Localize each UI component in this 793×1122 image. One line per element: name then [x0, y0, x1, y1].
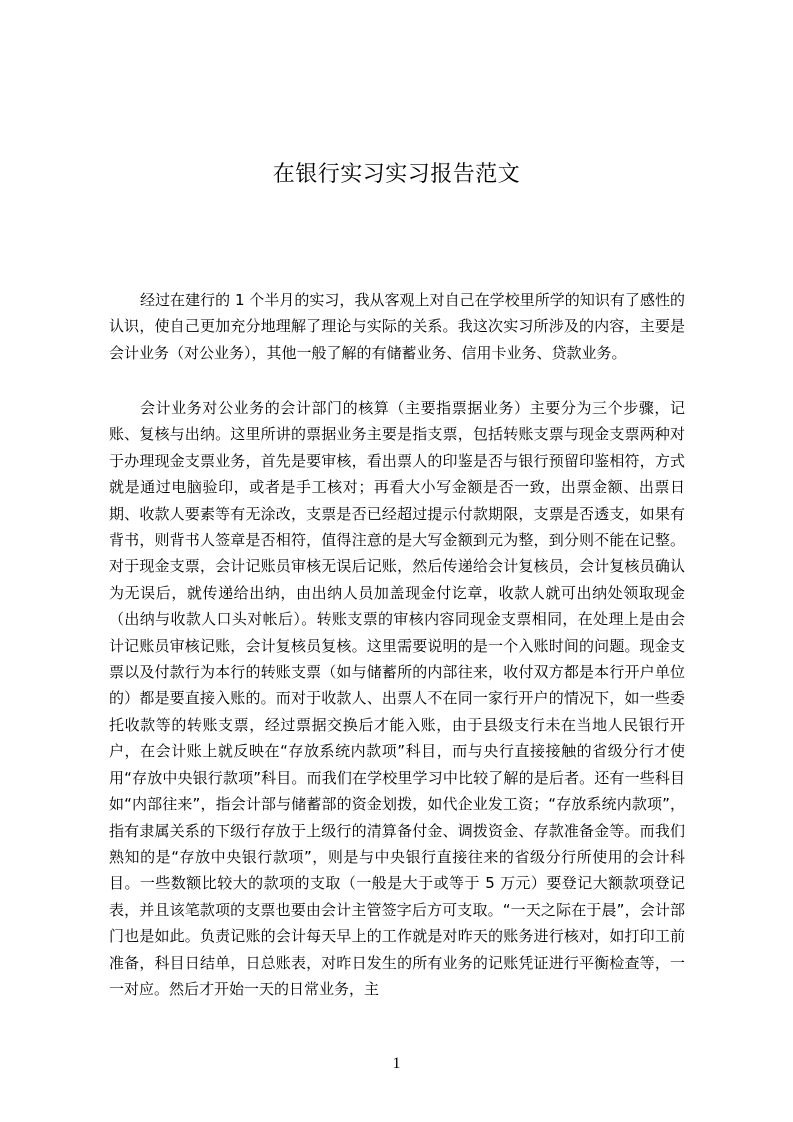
paragraph-accounting-business: 会计业务对公业务的会计部门的核算（主要指票据业务）主要分为三个步骤，记账、复核与出纳。这里所讲的票据业务主要是指支票，包括转账支票与现金支票两种对于办理现金支票业务，首先是要审核，看出票人的印鉴是否与银行预留印鉴相符，方式就是通过电脑验印，或者是手工核对；再看大小写金额是否一致，出票金额、出票日期、收款人要素等有无涂改，支票是否已经超过提示付款期限，支票是否透支，如果有背书，则背书人签章是否相符，值得注意的是大写金额到元为整，到分则不能在记整。对于现金支票，会计记账员审核无误后记账，然后传递给会计复核员，会计复核员确认为无误后，就传递给出纳，由出纳人员加盖现金付讫章，收款人就可出纳处领取现金（出纳与收款人口头对帐后）。转账支票的审核内容同现金支票相同，在处理上是由会计记账员审核记账，会计复核员复核。这里需要说明的是一个入账时间的问题。现金支票以及付款行为本行的转账支票（如与储蓄所的内部往来，收付双方都是本行开户单位的）都是要直接入账的。而对于收款人、出票人不在同一家行开户的情况下，如一些委托收款等的转账支票，经过票据交换后才能入账，由于县级支行未在当地人民银行开户，在会计账上就反映在“存放系统内款项”科目，而与央行直接接触的省级分行才使用“存放中央银行款项”科目。而我们在学校里学习中比较了解的是后者。还有一些科目如“内部往来”，指会计部与储蓄部的资金划拨，如代企业发工资；“存放系统内款项”，指有隶属关系的下级行存放于上级行的清算备付金、调拨资金、存款准备金等。而我们熟知的是“存放中央银行款项”，则是与中央银行直接往来的省级分行所使用的会计科目。一些数额比较大的款项的支取（一般是大于或等于 5 万元）要登记大额款项登记表，并且该笔款项的支票也要由会计主管签字后方可支取。“一天之际在于晨”，会计部门也是如此。负责记账的会计每天早上的工作就是对昨天的账务进行核对，如打印工前准备，科目日结单，日总账表，对昨日发生的所有业务的记账凭证进行平衡检查等，一一对应。然后才开始一天的日常业务，主: [109, 399, 685, 998]
paragraph-intro: 经过在建行的 1 个半月的实习，我从客观上对自己在学校里所学的知识有了感性的认识，使自己更加充分地理解了理论与实际的关系。我这次实习所涉及的内容，主要是会计业务（对公业务），其他一般了解的有储蓄业务、信用卡业务、贷款业务。: [109, 291, 685, 362]
page-number: 1: [392, 1055, 401, 1072]
document-title: 在银行实习实习报告范文: [272, 161, 521, 187]
